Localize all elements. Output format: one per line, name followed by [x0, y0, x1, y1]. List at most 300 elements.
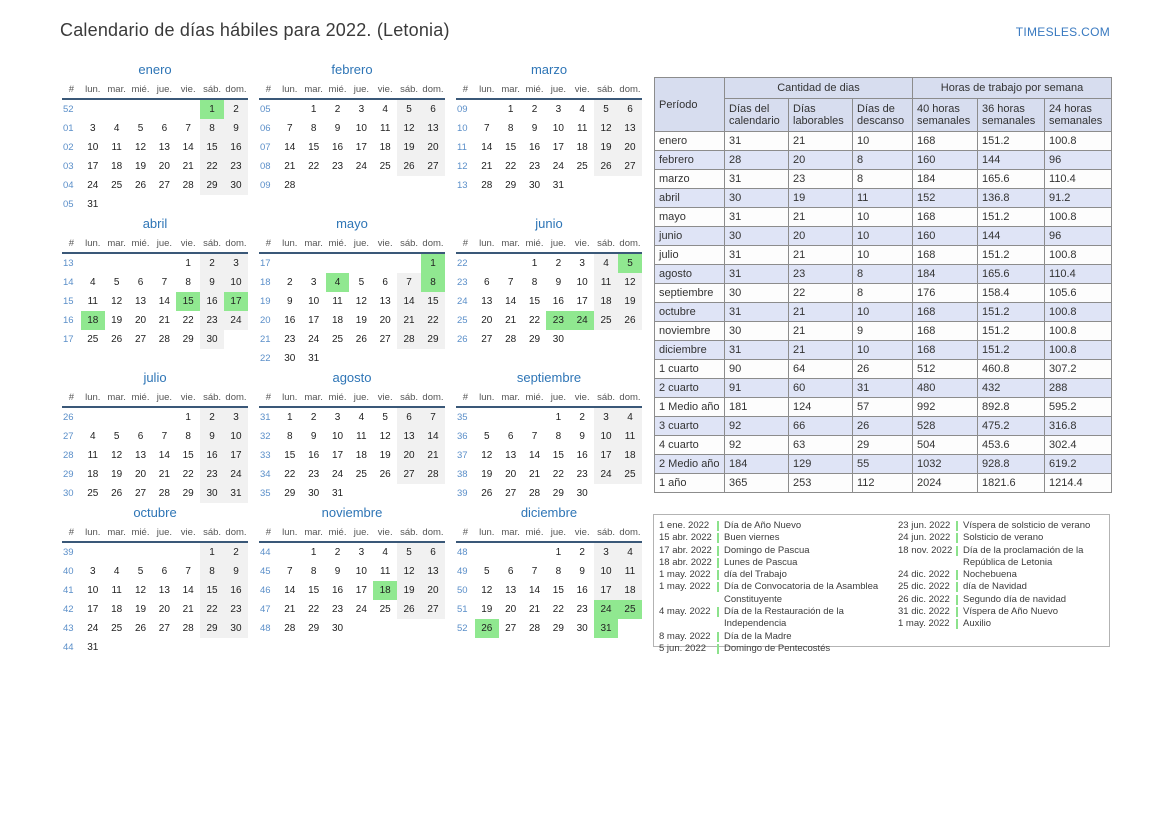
day-cell: 14	[528, 585, 541, 596]
day-cell: 1	[555, 547, 562, 558]
holiday-entry	[898, 581, 1109, 593]
week-number: 34	[260, 469, 271, 480]
day-cell: 24	[594, 465, 618, 484]
holiday-name: Buen viernes	[724, 532, 780, 544]
value-cell: 22	[789, 284, 853, 303]
day-cell: 9	[555, 277, 562, 288]
week-number: 49	[457, 566, 468, 577]
value-cell: 168	[913, 303, 978, 322]
week-number: 15	[63, 296, 74, 307]
week-number: 52	[457, 623, 468, 634]
day-cell: 13	[158, 142, 170, 153]
value-cell: 92	[725, 417, 789, 436]
day-cell: 10	[308, 296, 320, 307]
holiday-entry	[898, 532, 1109, 544]
value-cell: 19	[789, 189, 853, 208]
day-cell: 20	[397, 446, 421, 465]
day-cell	[129, 638, 153, 657]
week-number: 22	[457, 258, 468, 269]
week-row	[456, 407, 642, 427]
day-cell: 23	[576, 604, 588, 615]
day-cell: 20	[481, 315, 493, 326]
value-cell: 20	[789, 227, 853, 246]
day-cell: 25	[111, 623, 123, 634]
day-cell	[475, 99, 499, 119]
day-cell: 9	[334, 123, 341, 134]
value-cell: 151.2	[978, 341, 1045, 360]
value-cell: 8	[853, 170, 913, 189]
day-cell: 8	[185, 431, 191, 442]
value-cell: 475.2	[978, 417, 1045, 436]
weekday-header: jue.	[152, 81, 176, 99]
day-cell: 20	[379, 315, 391, 326]
day-cell: 21	[397, 311, 421, 330]
holiday-date: 17 abr. 2022	[659, 544, 712, 556]
week-row	[62, 195, 248, 214]
week-number: 08	[260, 161, 271, 172]
day-cell: 24	[308, 334, 320, 345]
day-cell	[176, 542, 200, 562]
day-cell	[523, 407, 547, 427]
day-cell: 20	[134, 469, 147, 480]
day-cell	[176, 195, 200, 214]
weekday-header: dom.	[618, 389, 642, 407]
day-cell	[594, 176, 618, 195]
day-cell: 20	[421, 581, 445, 600]
day-cell: 12	[481, 450, 493, 461]
table-row	[655, 227, 1112, 246]
day-cell: 17	[594, 581, 618, 600]
week-row	[62, 119, 248, 138]
week-row	[259, 562, 445, 581]
weekday-header: vie.	[570, 235, 594, 253]
week-number: 29	[63, 469, 74, 480]
day-cell: 13	[505, 585, 517, 596]
day-cell: 20	[158, 604, 170, 615]
holiday-name: Auxilio	[963, 618, 991, 630]
week-row	[62, 427, 248, 446]
week-row	[62, 330, 248, 349]
day-cell: 10	[87, 142, 99, 153]
value-cell: 23	[789, 265, 853, 284]
value-cell: 165.6	[978, 170, 1045, 189]
holiday-name: Domingo de Pascua	[724, 544, 810, 556]
week-row	[456, 292, 642, 311]
value-cell: 100.8	[1045, 132, 1112, 151]
holiday-entry	[898, 545, 1109, 570]
day-cell: 10	[576, 277, 588, 288]
day-cell: 27	[134, 488, 147, 499]
week-number: 18	[260, 277, 271, 288]
day-cell: 29	[421, 330, 445, 349]
day-cell	[475, 407, 499, 427]
day-cell: 14	[397, 292, 421, 311]
holiday-entry	[659, 569, 898, 581]
week-number: 02	[63, 142, 74, 153]
weekday-header: jue.	[349, 81, 373, 99]
day-cell	[373, 176, 397, 195]
value-cell: 10	[853, 132, 913, 151]
week-number: 12	[457, 161, 468, 172]
day-cell: 27	[481, 334, 493, 345]
day-cell: 24	[87, 623, 99, 634]
day-cell: 19	[481, 604, 493, 615]
day-cell: 15	[552, 450, 564, 461]
day-cell: 31	[331, 488, 344, 499]
day-cell: 23	[331, 604, 344, 615]
day-cell: 18	[331, 315, 344, 326]
day-cell	[81, 253, 105, 273]
day-cell: 27	[505, 623, 517, 634]
value-cell: 96	[1045, 151, 1112, 170]
period-cell: 1 año	[655, 474, 725, 493]
day-cell: 3	[89, 123, 96, 134]
holiday-entry	[659, 557, 898, 569]
value-cell: 184	[913, 170, 978, 189]
weekday-header: sáb.	[200, 235, 224, 253]
value-cell: 1821.6	[978, 474, 1045, 493]
day-cell	[200, 195, 224, 214]
week-number: 39	[457, 488, 468, 499]
day-cell: 28	[421, 465, 445, 484]
week-row	[62, 407, 248, 427]
week-row	[259, 330, 445, 349]
holiday-date: 5 jun. 2022	[659, 642, 707, 654]
day-cell: 18	[576, 142, 588, 153]
day-cell: 8	[310, 566, 317, 577]
day-cell: 7	[161, 277, 168, 288]
month-febrero	[259, 62, 445, 214]
week-number: 30	[63, 488, 74, 499]
week-number: 48	[457, 547, 468, 558]
week-number: 19	[260, 296, 271, 307]
holiday-entry	[659, 545, 898, 557]
day-cell: 25	[331, 334, 344, 345]
day-cell: 11	[356, 431, 367, 442]
week-row	[456, 157, 642, 176]
weekday-header: lun.	[278, 524, 302, 542]
day-cell: 10	[355, 566, 367, 577]
value-cell: 31	[725, 132, 789, 151]
day-cell	[200, 638, 224, 657]
day-cell: 19	[355, 315, 367, 326]
day-cell: 8	[286, 431, 293, 442]
week-number: 31	[260, 412, 271, 423]
weekday-header-row	[259, 81, 445, 99]
day-cell: 25	[618, 600, 642, 619]
week-number: 16	[63, 315, 74, 326]
weekday-header: sáb.	[200, 524, 224, 542]
holiday-name: Domingo de Pentecostés	[724, 642, 831, 654]
week-number: 23	[457, 277, 468, 288]
value-cell: 619.2	[1045, 455, 1112, 474]
day-cell: 2	[579, 547, 585, 558]
day-cell	[129, 407, 153, 427]
day-cell: 20	[134, 315, 147, 326]
value-cell: 365	[725, 474, 789, 493]
day-cell: 26	[618, 311, 642, 330]
value-cell: 151.2	[978, 132, 1045, 151]
holiday-marker	[717, 558, 719, 568]
weekday-header: jue.	[349, 235, 373, 253]
day-cell: 31	[552, 180, 564, 191]
holiday-date: 8 may. 2022	[659, 630, 711, 642]
day-cell	[397, 619, 421, 638]
weekday-header: jue.	[546, 235, 570, 253]
day-cell	[105, 253, 129, 273]
day-cell: 15	[284, 450, 296, 461]
week-row	[62, 465, 248, 484]
value-cell: 31	[725, 246, 789, 265]
day-cell: 8	[200, 119, 224, 138]
day-cell: 31	[87, 199, 99, 210]
day-cell: 18	[87, 469, 99, 480]
day-cell: 30	[224, 619, 248, 638]
week-number: 46	[260, 585, 271, 596]
week-number: 13	[63, 258, 74, 269]
period-cell: octubre	[655, 303, 725, 322]
day-cell: 19	[111, 469, 123, 480]
value-cell: 31	[853, 379, 913, 398]
week-row	[456, 581, 642, 600]
day-cell: 1	[555, 412, 562, 423]
weekday-header: dom.	[421, 389, 445, 407]
day-cell: 11	[111, 142, 122, 153]
value-cell: 184	[725, 455, 789, 474]
holidays-column-left	[659, 520, 898, 654]
week-row	[259, 292, 445, 311]
day-cell: 6	[137, 277, 144, 288]
calendar-grid	[62, 62, 644, 659]
value-cell: 165.6	[978, 265, 1045, 284]
value-cell: 100.8	[1045, 246, 1112, 265]
value-cell: 184	[913, 265, 978, 284]
day-cell: 11	[380, 123, 391, 134]
value-cell: 316.8	[1045, 417, 1112, 436]
weekday-header: dom.	[618, 235, 642, 253]
weekday-header: #	[259, 81, 278, 99]
day-cell: 1	[507, 104, 514, 115]
week-row	[62, 176, 248, 195]
period-cell: noviembre	[655, 322, 725, 341]
day-cell: 19	[111, 315, 123, 326]
day-cell: 8	[555, 566, 562, 577]
value-cell: 8	[853, 151, 913, 170]
table-row	[655, 303, 1112, 322]
weekday-header-row	[456, 81, 642, 99]
period-cell: enero	[655, 132, 725, 151]
day-cell: 29	[308, 623, 320, 634]
week-row	[456, 446, 642, 465]
table-row	[655, 417, 1112, 436]
month-table	[456, 389, 642, 503]
day-cell: 4	[382, 104, 388, 115]
day-cell: 15	[176, 292, 200, 311]
value-cell: 288	[1045, 379, 1112, 398]
value-cell: 1032	[913, 455, 978, 474]
weekday-header: lun.	[475, 389, 499, 407]
week-row	[62, 311, 248, 330]
day-cell: 16	[576, 450, 588, 461]
day-cell: 6	[421, 99, 445, 119]
day-cell: 3	[224, 407, 248, 427]
weekday-header: sáb.	[594, 235, 618, 253]
holiday-marker	[717, 521, 719, 531]
day-cell: 14	[182, 142, 194, 153]
holiday-date: 23 jun. 2022	[898, 520, 951, 531]
day-cell: 17	[308, 315, 320, 326]
day-cell: 11	[577, 123, 588, 134]
week-row	[259, 484, 445, 503]
value-cell: 10	[853, 246, 913, 265]
weekday-header: mié.	[523, 235, 547, 253]
day-cell: 12	[134, 585, 147, 596]
day-cell	[618, 484, 642, 503]
day-cell: 28	[505, 334, 517, 345]
day-cell: 23	[576, 469, 588, 480]
day-cell: 1	[421, 253, 445, 273]
day-cell: 26	[111, 488, 123, 499]
month-table	[62, 524, 248, 657]
week-row	[456, 600, 642, 619]
week-number: 41	[63, 585, 74, 596]
day-cell: 5	[137, 566, 144, 577]
day-cell: 28	[284, 623, 296, 634]
week-row	[456, 311, 642, 330]
weekday-header: sáb.	[200, 389, 224, 407]
day-cell: 16	[224, 138, 248, 157]
value-cell: 30	[725, 189, 789, 208]
value-cell: 63	[789, 436, 853, 455]
table-row	[655, 208, 1112, 227]
weekday-header: lun.	[278, 235, 302, 253]
work-table	[654, 77, 1112, 493]
week-number: 26	[457, 334, 468, 345]
weekday-header: sáb.	[397, 524, 421, 542]
holiday-entry	[898, 594, 1109, 606]
weekday-header-row	[62, 81, 248, 99]
week-number: 05	[260, 104, 271, 115]
value-cell: 181	[725, 398, 789, 417]
week-row	[456, 484, 642, 503]
month-marzo	[456, 62, 642, 214]
day-cell: 10	[355, 123, 367, 134]
holiday-name: Víspera de solsticio de verano	[963, 520, 1091, 531]
period-cell: abril	[655, 189, 725, 208]
table-row	[655, 436, 1112, 455]
day-cell: 11	[111, 585, 122, 596]
week-row	[456, 542, 642, 562]
day-cell: 6	[507, 431, 514, 442]
day-cell: 16	[331, 142, 344, 153]
day-cell	[302, 253, 326, 273]
day-cell	[421, 484, 445, 503]
day-cell: 4	[382, 547, 388, 558]
column-header: Días de descanso	[853, 99, 913, 132]
value-cell: 100.8	[1045, 303, 1112, 322]
value-cell: 20	[789, 151, 853, 170]
day-cell: 21	[158, 469, 170, 480]
day-cell: 23	[224, 600, 248, 619]
day-cell: 8	[555, 431, 562, 442]
weekday-header: lun.	[81, 524, 105, 542]
day-cell: 27	[421, 600, 445, 619]
week-number: 03	[63, 161, 74, 172]
day-cell: 28	[528, 623, 541, 634]
week-row	[259, 253, 445, 273]
month-mayo	[259, 216, 445, 368]
day-cell: 21	[421, 446, 445, 465]
day-cell: 9	[224, 119, 248, 138]
day-cell: 5	[483, 431, 490, 442]
day-cell: 21	[505, 315, 517, 326]
table-row	[655, 284, 1112, 303]
weekday-header: mié.	[523, 389, 547, 407]
column-header: Días del calendario	[725, 99, 789, 132]
day-cell: 4	[579, 104, 585, 115]
day-cell: 13	[505, 450, 517, 461]
weekday-header: sáb.	[594, 81, 618, 99]
day-cell	[129, 99, 153, 119]
holiday-marker	[717, 644, 719, 654]
day-cell: 19	[397, 581, 421, 600]
month-table	[62, 81, 248, 214]
day-cell: 18	[373, 581, 397, 600]
table-row	[655, 170, 1112, 189]
day-cell: 14	[182, 585, 194, 596]
day-cell	[152, 99, 176, 119]
week-row	[62, 562, 248, 581]
day-cell: 5	[113, 277, 120, 288]
day-cell: 24	[331, 469, 344, 480]
day-cell: 3	[224, 253, 248, 273]
holiday-name: Nochebuena	[963, 569, 1017, 581]
day-cell	[499, 542, 523, 562]
holiday-entry	[659, 643, 898, 655]
day-cell: 23	[284, 334, 296, 345]
day-cell: 8	[507, 123, 514, 134]
day-cell: 28	[284, 180, 296, 191]
week-row	[62, 253, 248, 273]
day-cell	[129, 542, 153, 562]
work-hours-table	[654, 77, 1112, 493]
value-cell: 136.8	[978, 189, 1045, 208]
value-cell: 928.8	[978, 455, 1045, 474]
week-row	[456, 427, 642, 446]
day-cell: 17	[552, 142, 564, 153]
value-cell: 168	[913, 341, 978, 360]
weekday-header: sáb.	[594, 389, 618, 407]
day-cell: 29	[200, 619, 224, 638]
day-cell: 22	[308, 604, 320, 615]
day-cell: 24	[355, 161, 367, 172]
site-link[interactable]: TIMESLES.COM	[1015, 25, 1110, 39]
value-cell: 158.4	[978, 284, 1045, 303]
day-cell: 2	[334, 104, 341, 115]
weekday-header-row	[259, 524, 445, 542]
day-cell: 6	[507, 566, 514, 577]
value-cell: 91	[725, 379, 789, 398]
day-cell: 26	[475, 619, 499, 638]
weekday-header: vie.	[373, 81, 397, 99]
day-cell: 18	[618, 581, 642, 600]
day-cell: 18	[111, 161, 123, 172]
day-cell: 12	[111, 296, 123, 307]
day-cell: 22	[552, 604, 564, 615]
value-cell: 105.6	[1045, 284, 1112, 303]
week-row	[259, 427, 445, 446]
day-cell: 17	[355, 585, 367, 596]
